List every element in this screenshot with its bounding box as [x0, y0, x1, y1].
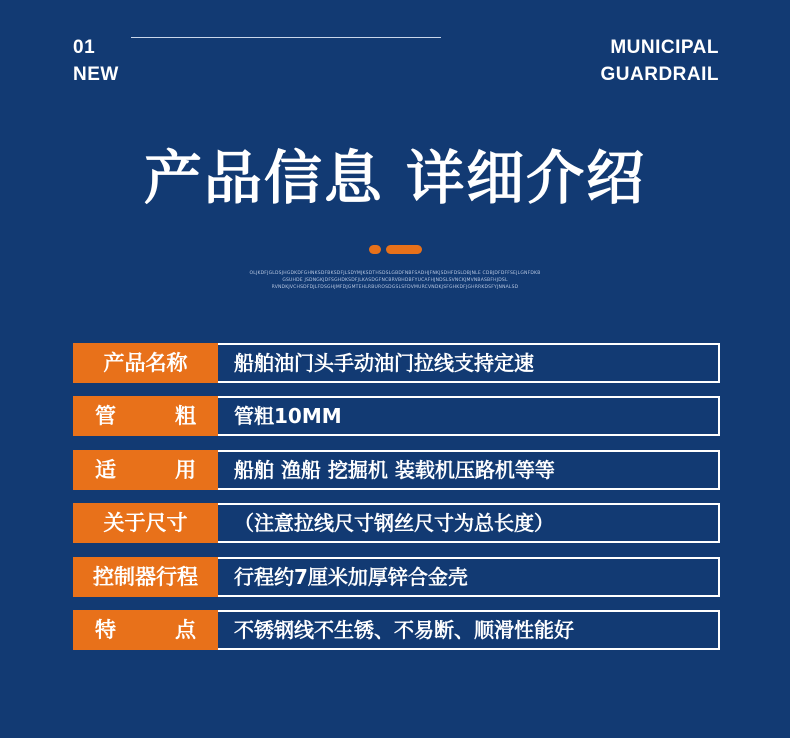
series-number-text: 01	[73, 37, 96, 58]
series-tag-text: NEW	[73, 64, 119, 85]
spec-label-text: 控制器行程	[93, 564, 198, 589]
spec-row-application	[73, 450, 720, 490]
spec-label-text-part-1: 管	[95, 404, 116, 429]
page-title: 产品信息 详细介绍	[143, 144, 647, 212]
spec-label	[73, 557, 218, 597]
brand-caption-line-1: MUNICIPAL	[610, 37, 719, 58]
spec-label-text-part-1: 适	[95, 457, 116, 482]
fine-print-line-3: RVNDKJVCHSDFDJLFDSGHJMFDJGMTEHLRBUROSDGSLSFDVMURCVNDKJSFGHKDFJGHRRKDSFYJNNALSD	[271, 285, 519, 290]
product-spec-table	[73, 343, 720, 663]
spec-row-features	[73, 610, 720, 650]
spec-row-tube-diameter	[73, 396, 720, 436]
fine-print-line-2: GSUHDE JSDNGKJDFSGHDKSDFJLKASDGFNCBRVBHDBFYUCAFHJNDSLSVNCKJMVNBASBFHJDSL	[282, 278, 508, 283]
spec-label-text-part-2: 点	[175, 617, 196, 642]
decorative-fine-print	[230, 270, 560, 291]
accent-pill	[386, 245, 422, 254]
spec-value: 船舶 渔船 挖掘机 装载机压路机等等	[218, 450, 720, 490]
spec-value: 管粗10MM	[218, 396, 720, 436]
spec-label-text: 关于尺寸	[103, 511, 188, 536]
spec-label	[73, 503, 218, 543]
spec-label	[73, 450, 218, 490]
spec-label-text-part-2: 粗	[175, 404, 196, 429]
spec-row-product-name	[73, 343, 720, 383]
spec-row-controller-stroke	[73, 557, 720, 597]
fine-print-line-1: OLJKDFJGLDSJHGDKDFGHNKSDFBKSDFJLSDYMJKSDTHSDSLGBDFNBFSADHJFNKJSDHFDSLDBJNLE CDBJDFDFFSEJLGNFDKB	[249, 271, 541, 276]
brand-caption	[601, 34, 720, 88]
spec-label-text-part-1: 特	[95, 617, 116, 642]
spec-value: 船舶油门头手动油门拉线支持定速	[218, 343, 720, 383]
brand-caption-line-2: GUARDRAIL	[600, 64, 719, 85]
spec-label-text-part-2: 用	[175, 457, 196, 482]
spec-label-text: 产品名称	[103, 351, 188, 375]
series-number	[73, 34, 119, 88]
header-divider-line	[131, 37, 441, 38]
spec-value: （注意拉线尺寸钢丝尺寸为总长度）	[218, 503, 720, 543]
spec-value: 行程约7厘米加厚锌合金壳	[218, 557, 720, 597]
spec-label	[73, 343, 218, 383]
spec-label	[73, 396, 218, 436]
accent-dot	[369, 245, 381, 254]
spec-row-size-note	[73, 503, 720, 543]
spec-value: 不锈钢线不生锈、不易断、顺滑性能好	[218, 610, 720, 650]
spec-label	[73, 610, 218, 650]
